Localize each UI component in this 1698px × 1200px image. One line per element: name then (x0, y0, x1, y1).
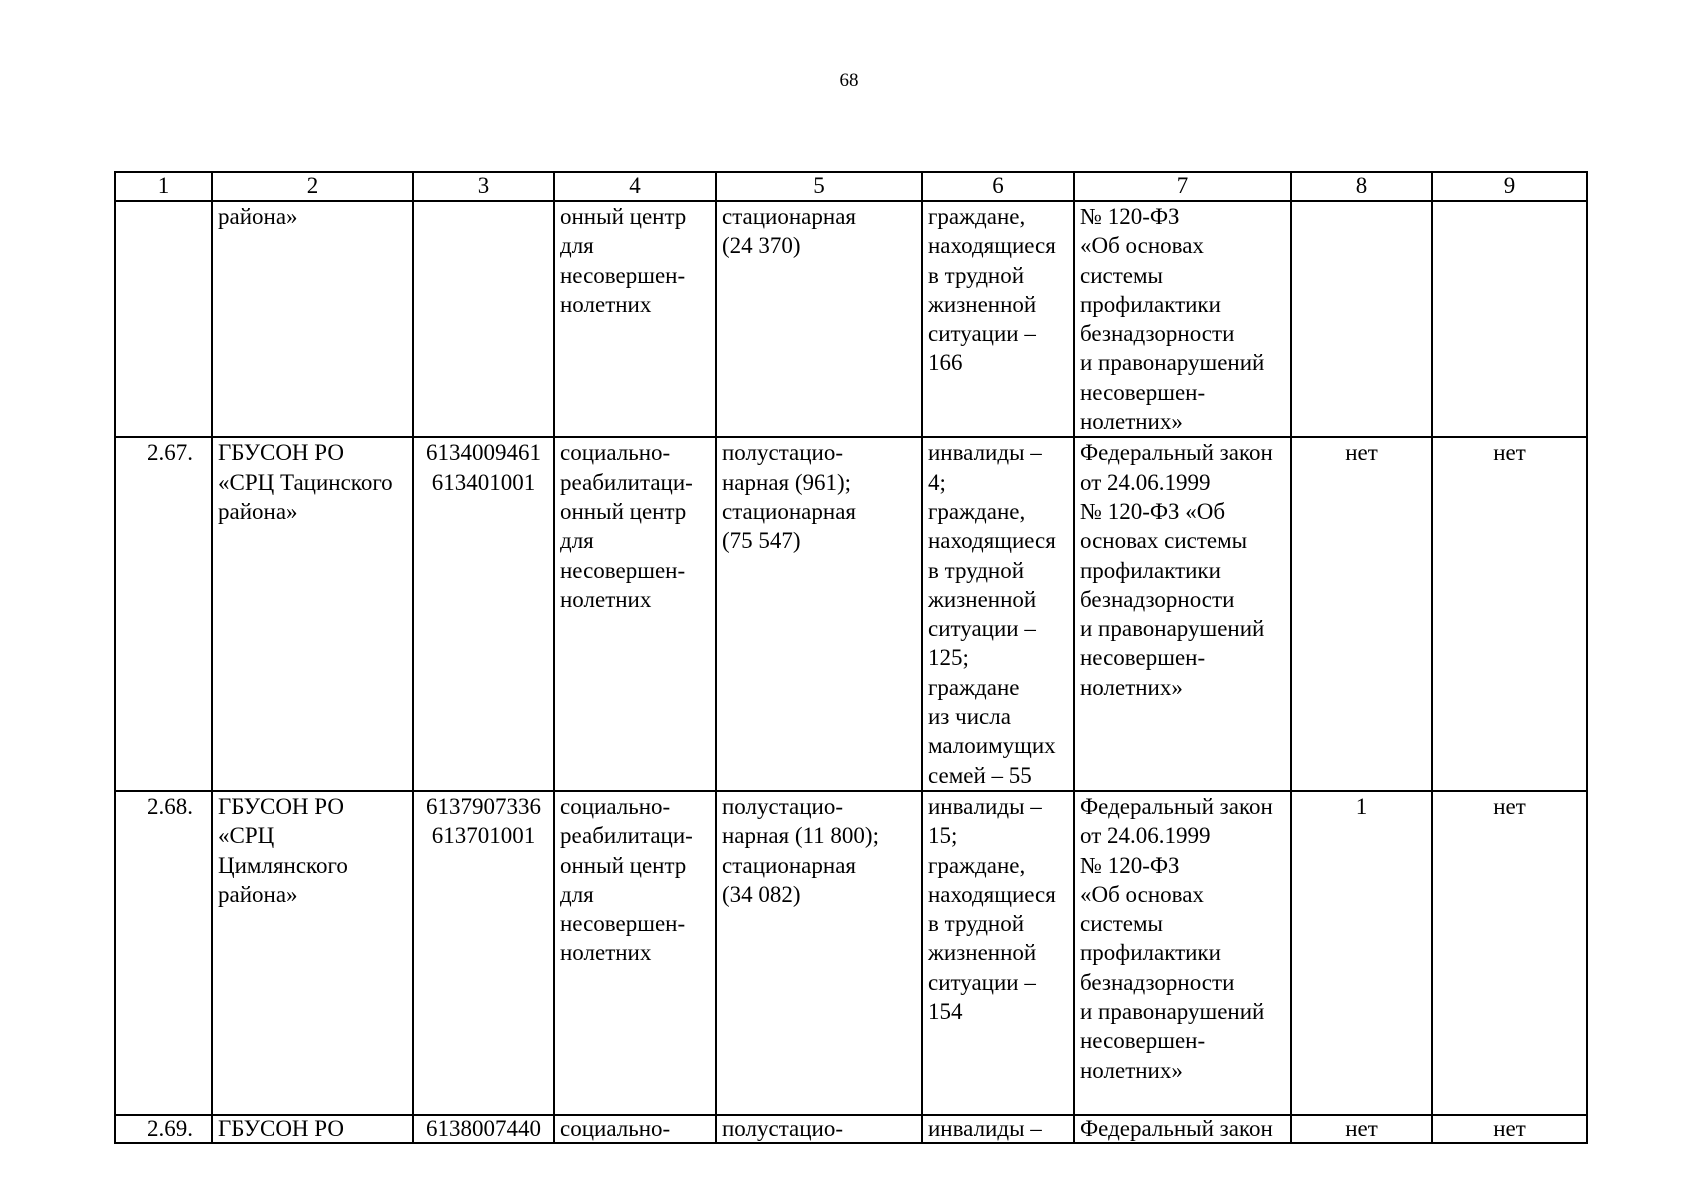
column-9-cell: нет (1432, 791, 1587, 1115)
recipients-cell: инвалиды – 15; граждане, находящиеся в трудной жизненной ситуации – 154 (922, 791, 1074, 1115)
legal-basis-cell: Федеральный закон от 24.06.1999 № 120-ФЗ «Об основах системы профилактики безнадзорности и правонарушений несовершен- нолетних» (1074, 791, 1291, 1115)
header-cell: 2 (212, 172, 413, 201)
row-number-cell: 2.68. (115, 791, 212, 1115)
institution-name-cell: ГБУСОН РО «СРЦ Тацинского района» (212, 437, 413, 791)
header-cell: 9 (1432, 172, 1587, 201)
inn-kpp-cell: 6138007440 (413, 1115, 554, 1143)
table-row (115, 791, 1587, 1115)
header-cell: 7 (1074, 172, 1291, 201)
column-9-cell: нет (1432, 1115, 1587, 1143)
registry-table (114, 171, 1588, 1144)
row-number-cell: 2.69. (115, 1115, 212, 1143)
institution-type-cell: онный центр для несовершен- нолетних (554, 201, 716, 437)
institution-name-cell: района» (212, 201, 413, 437)
service-form-cell: полустацио- нарная (961); стационарная (75 547) (716, 437, 922, 791)
legal-basis-cell: Федеральный закон от 24.06.1999 № 120-ФЗ «Об основах системы профилактики безнадзорности и правонарушений несовершен- нолетних» (1074, 437, 1291, 791)
page-number: 68 (839, 70, 859, 91)
column-9-cell: нет (1432, 437, 1587, 791)
header-cell: 1 (115, 172, 212, 201)
row-number-cell (115, 201, 212, 437)
row-number-cell: 2.67. (115, 437, 212, 791)
inn-kpp-cell: 6137907336 613701001 (413, 791, 554, 1115)
recipients-cell: инвалиды – 4; граждане, находящиеся в трудной жизненной ситуации – 125; граждане из числа малоимущих семей – 55 (922, 437, 1074, 791)
column-8-cell: нет (1291, 1115, 1432, 1143)
institution-type-cell: социально- реабилитаци- онный центр для несовершен- нолетних (554, 437, 716, 791)
institution-type-cell: социально- реабилитаци- онный центр для несовершен- нолетних (554, 791, 716, 1115)
service-form-cell: полустацио- нарная (11 800); стационарная (34 082) (716, 791, 922, 1115)
column-9-cell (1432, 201, 1587, 437)
institution-name-cell: ГБУСОН РО (212, 1115, 413, 1143)
legal-basis-cell: Федеральный закон (1074, 1115, 1291, 1143)
column-8-cell: 1 (1291, 791, 1432, 1115)
service-form-cell: стационарная (24 370) (716, 201, 922, 437)
column-8-cell: нет (1291, 437, 1432, 791)
table-row (115, 437, 1587, 791)
table-header-row (115, 172, 1587, 201)
institution-name-cell: ГБУСОН РО «СРЦ Цимлянского района» (212, 791, 413, 1115)
inn-kpp-cell (413, 201, 554, 437)
table-row (115, 1115, 1587, 1143)
header-cell: 5 (716, 172, 922, 201)
header-cell: 4 (554, 172, 716, 201)
legal-basis-cell: № 120-ФЗ «Об основах системы профилактики безнадзорности и правонарушений несовершен- нолетних» (1074, 201, 1291, 437)
header-cell: 6 (922, 172, 1074, 201)
institution-type-cell: социально- (554, 1115, 716, 1143)
inn-kpp-cell: 6134009461 613401001 (413, 437, 554, 791)
column-8-cell (1291, 201, 1432, 437)
header-cell: 8 (1291, 172, 1432, 201)
service-form-cell: полустацио- (716, 1115, 922, 1143)
header-cell: 3 (413, 172, 554, 201)
table-row (115, 201, 1587, 437)
recipients-cell: инвалиды – (922, 1115, 1074, 1143)
recipients-cell: граждане, находящиеся в трудной жизненной ситуации – 166 (922, 201, 1074, 437)
